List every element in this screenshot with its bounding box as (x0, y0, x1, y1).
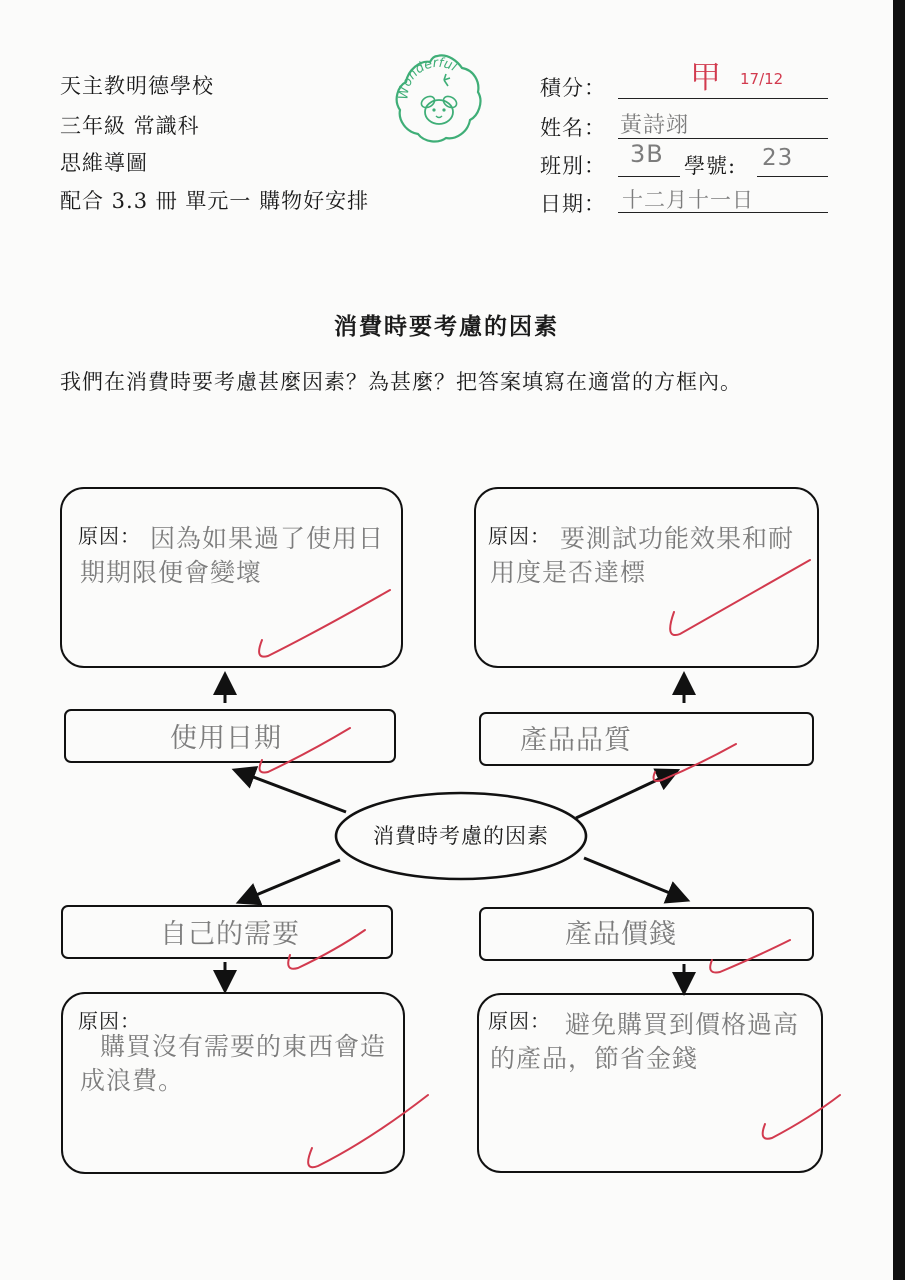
factor-answer-top-right: 產品品質 (520, 725, 632, 756)
name-value: 黃詩翊 (620, 113, 690, 138)
center-label: 消費時考慮的因素 (373, 824, 549, 848)
page-title: 消費時要考慮的因素 (334, 313, 559, 340)
factor-answer-top-left: 使用日期 (170, 723, 282, 754)
date-value: 十二月十一日 (622, 188, 754, 212)
reason-label: 原因： (488, 1009, 551, 1033)
worksheet-type: 思維導圖 (60, 151, 148, 175)
reason-label: 原因： (78, 1009, 141, 1033)
reason-answer-top-left: 因為如果過了使用日期期限便會變壞 (80, 524, 385, 587)
check-mark-icon (259, 590, 390, 657)
instruction: 我們在消費時要考慮甚麼因素？為甚麼？把答案填寫在適當的方框內。 (60, 370, 742, 394)
stamp-text: Wonderful (396, 55, 460, 101)
check-mark-icon (260, 728, 350, 773)
check-mark-icon (654, 744, 736, 781)
number-value: 23 (762, 145, 794, 171)
number-label: 學號: (684, 154, 737, 178)
school-name: 天主教明德學校 (60, 74, 214, 98)
grade-subject: 三年級 常識科 (60, 114, 200, 138)
score-fraction: 17/12 (740, 70, 784, 88)
name-label: 姓名： (540, 116, 606, 140)
check-mark-icon (308, 1095, 428, 1167)
reason-label: 原因： (78, 524, 141, 548)
class-label: 班別： (540, 154, 606, 178)
reason-label: 原因： (488, 524, 551, 548)
reason-answer-bottom-right: 避免購買到價格過高的產品，節省金錢 (490, 1010, 800, 1073)
check-mark-icon (670, 560, 810, 635)
score-grade: 甲 (690, 60, 721, 96)
factor-answer-bottom-right: 產品價錢 (565, 919, 677, 950)
book-unit: 配合 3.3 冊 單元一 購物好安排 (60, 189, 370, 213)
reason-answer-bottom-left: 購買沒有需要的東西會造成浪費。 (80, 1032, 387, 1095)
reason-answer-top-right: 要測試功能效果和耐用度是否達標 (490, 524, 795, 587)
score-label: 積分： (540, 76, 606, 100)
factor-answer-bottom-left: 自己的需要 (160, 919, 300, 950)
date-label: 日期： (540, 192, 606, 216)
class-value: 3B (630, 140, 664, 168)
check-mark-icon (288, 930, 365, 969)
check-mark-icon (763, 1095, 840, 1139)
check-mark-icon (710, 940, 790, 973)
